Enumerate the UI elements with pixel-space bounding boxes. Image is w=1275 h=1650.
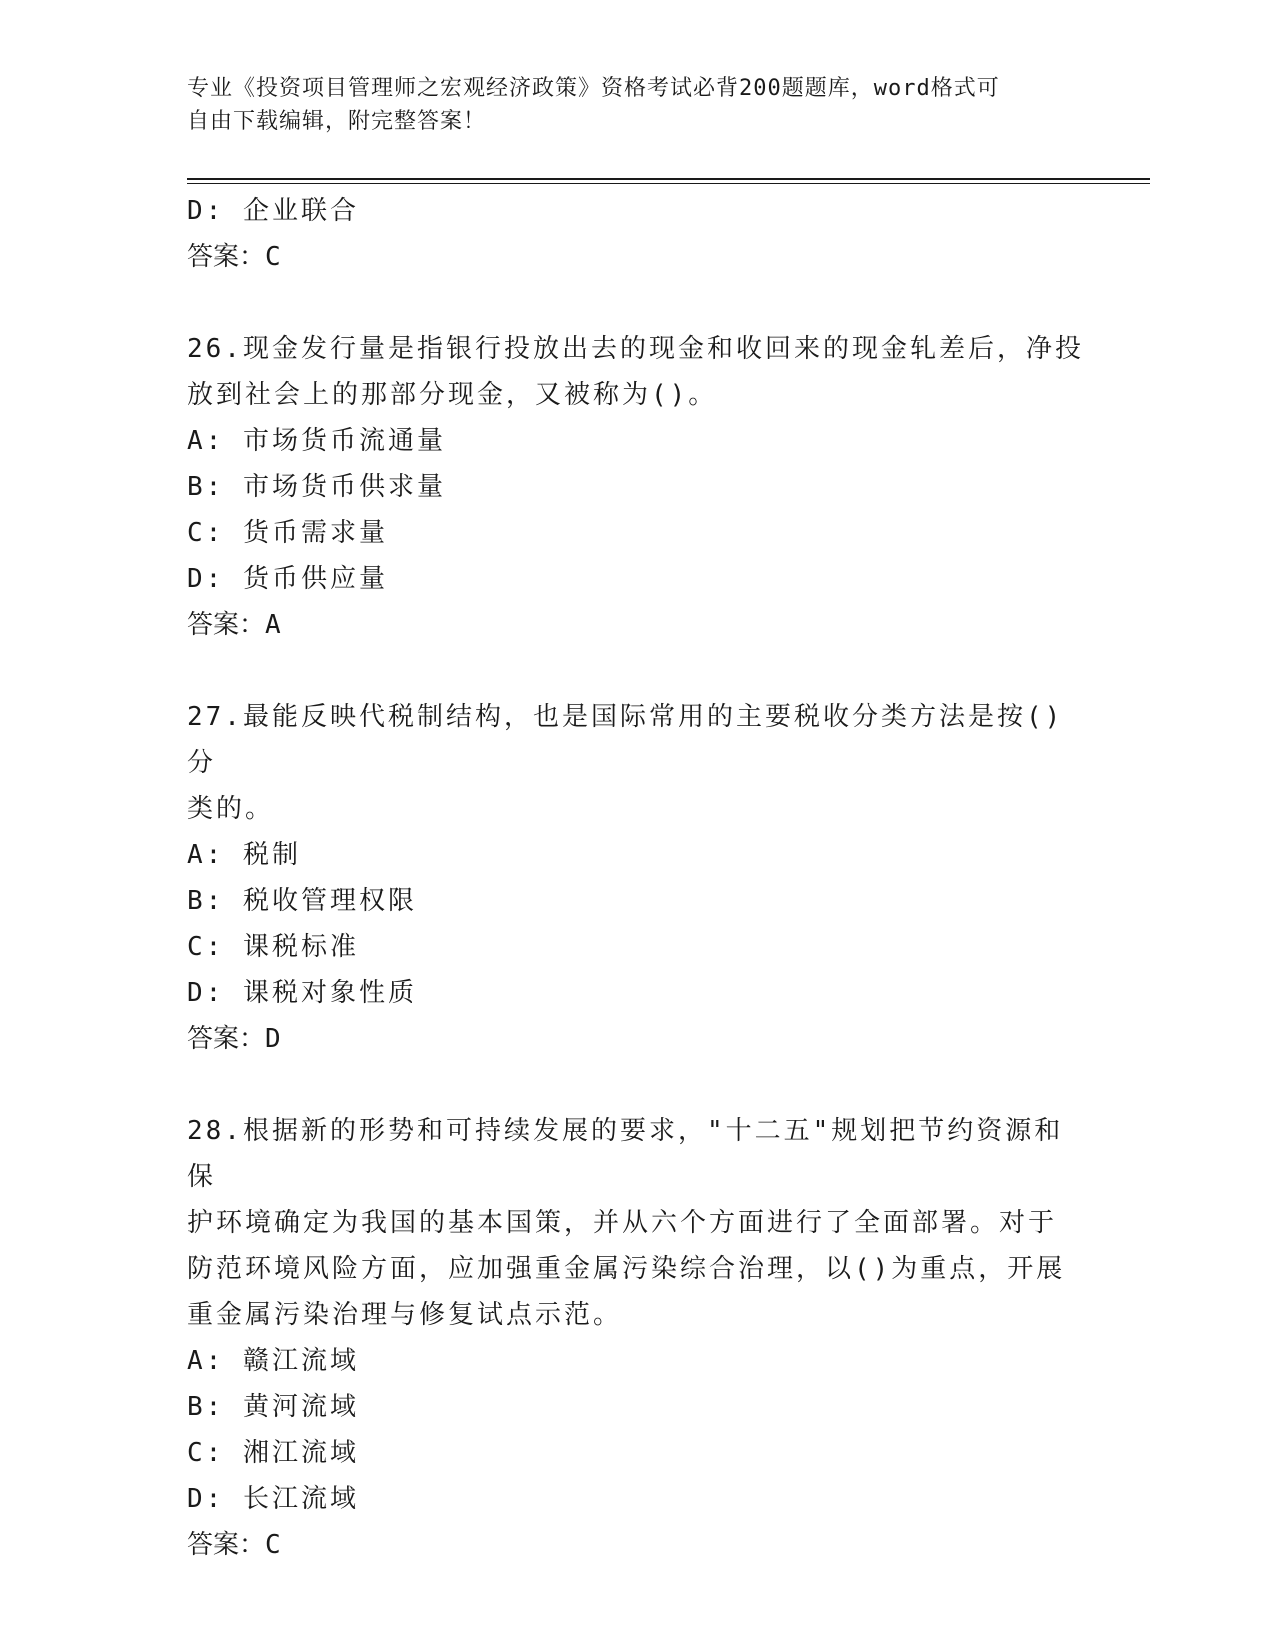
question-text-line: 防范环境风险方面，应加强重金属污染综合治理，以()为重点，开展 [187, 1254, 1066, 1284]
header-divider-thin [187, 183, 1150, 184]
option-a: A: 赣江流域 [187, 1346, 359, 1376]
answer [187, 1522, 1087, 1568]
answer-value: C [265, 242, 281, 272]
option-a: A: 市场货币流通量 [187, 426, 446, 456]
option-b: B: 税收管理权限 [187, 886, 417, 916]
answer-label: 答案： [187, 1024, 266, 1054]
question-26 [187, 326, 1087, 648]
answer [187, 1016, 1087, 1062]
question-text-line: 27.最能反映代税制结构，也是国际常用的主要税收分类方法是按()分 [187, 702, 1064, 778]
answer-label: 答案： [187, 1530, 266, 1560]
document-header [187, 72, 1067, 138]
question-text-line: 26.现金发行量是指银行投放出去的现金和收回来的现金轧差后，净投 [187, 334, 1084, 364]
question-text-line: 28.根据新的形势和可持续发展的要求，"十二五"规划把节约资源和保 [187, 1116, 1064, 1192]
header-divider-thick [187, 178, 1150, 180]
answer-value: C [265, 1530, 281, 1560]
question-text-line: 放到社会上的那部分现金，又被称为()。 [187, 380, 718, 410]
question-28 [187, 1108, 1087, 1568]
question-text-line: 护环境确定为我国的基本国策，并从六个方面进行了全面部署。对于 [187, 1208, 1058, 1238]
option-b: B: 市场货币供求量 [187, 472, 446, 502]
option-c: C: 湘江流域 [187, 1438, 359, 1468]
question-text-line: 类的。 [187, 794, 275, 824]
header-line-2: 自由下载编辑，附完整答案！ [187, 109, 487, 134]
option-a: A: 税制 [187, 840, 301, 870]
option-d: D: 长江流域 [187, 1484, 359, 1514]
option-c: C: 货币需求量 [187, 518, 388, 548]
prev-option-d: D: 企业联合 [187, 196, 359, 226]
option-d: D: 货币供应量 [187, 564, 388, 594]
question-text-line: 重金属污染治理与修复试点示范。 [187, 1300, 623, 1330]
answer [187, 602, 1087, 648]
option-c: C: 课税标准 [187, 932, 359, 962]
answer-label: 答案： [187, 242, 266, 272]
option-b: B: 黄河流域 [187, 1392, 359, 1422]
answer-value: D [265, 1024, 281, 1054]
prev-answer [187, 234, 1087, 280]
question-27 [187, 694, 1087, 1062]
answer-label: 答案： [187, 610, 266, 640]
question-list [187, 188, 1087, 1568]
option-d: D: 课税对象性质 [187, 978, 417, 1008]
answer-value: A [265, 610, 281, 640]
header-line-1: 专业《投资项目管理师之宏观经济政策》资格考试必背200题题库，word格式可 [187, 76, 1000, 101]
